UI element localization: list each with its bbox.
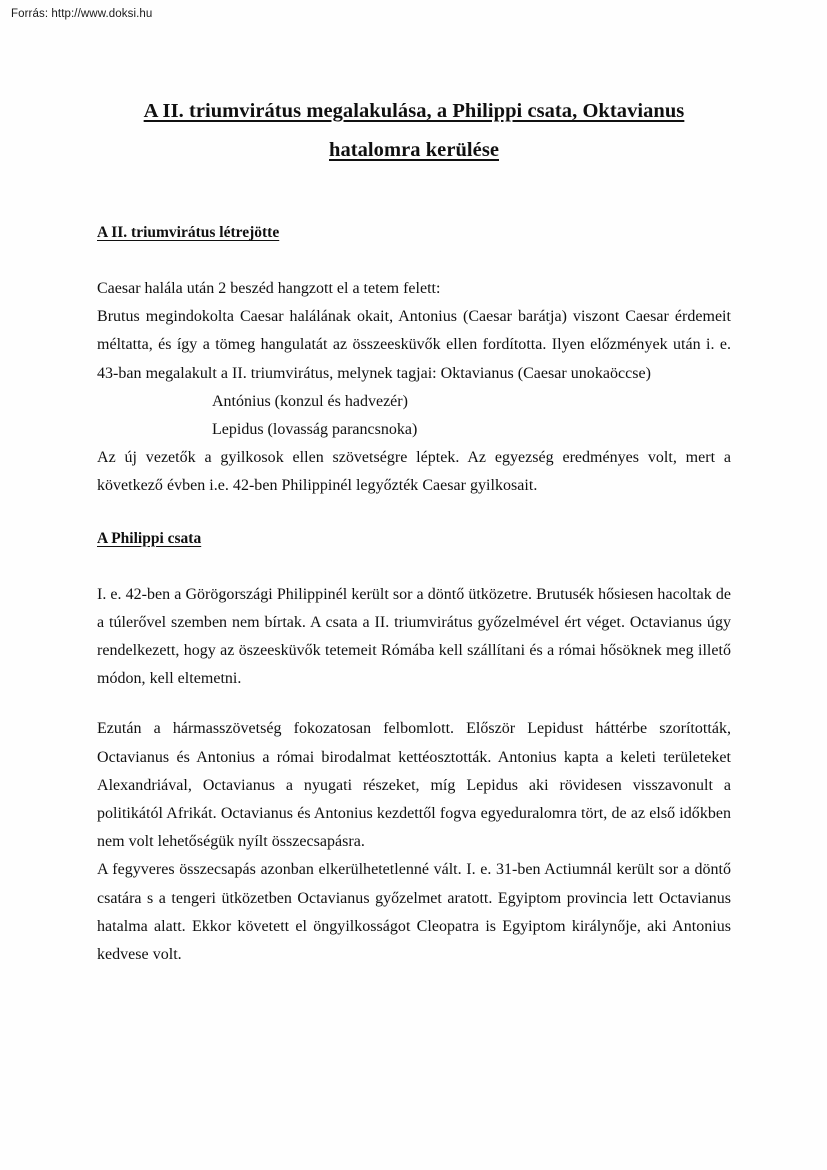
spacer [97,693,731,715]
paragraph-triumviratus-closing: Az új vezetők a gyilkosok ellen szövetségre léptek. Az egyezség eredményes volt, mert a következő évben i.e. 42-ben Philippinél legyőzték Caesar gyilkosait. [97,449,731,495]
document-body [97,0,731,969]
intro-line-beszed: Caesar halála után 2 beszéd hangzott el a tetem felett: [97,280,441,297]
spacer [97,170,731,223]
spacer [97,501,731,529]
member-line-antonius: Antónius (konzul és hadvezér) [212,392,408,410]
page-title-line-2: hatalomra kerülése [329,139,499,161]
page-title [97,0,731,170]
section-heading-philippi-block [97,529,731,549]
spacer [97,243,731,275]
page-title-line-1: A II. triumvirátus megalakulása, a Philippi csata, Oktavianus [143,100,685,122]
source-watermark: Forrás: http://www.doksi.hu [11,8,153,20]
spacer [97,549,731,581]
paragraph-triumvirate-collapse: Ezután a hármasszövetség fokozatosan felbomlott. Először Lepidust háttérbe szorították, Octavianus és Antonius a római birodalmat kettéosztották. Antonius kapta a keleti területeket Alexandriával, Octavianus a nyugati részeket, míg Lepidus aki rövidesen visszavonult a politikától Afrikát. Octavianus és Antonius kezdettől fogva egyeduralomra tört, de az első időkben nem volt lehetőségük nyílt összecsapásra. [97,720,731,851]
section-heading-triumviratus-block [97,223,731,243]
member-line-lepidus: Lepidus (lovasság parancsnoka) [212,421,418,439]
paragraph-philippi-battle: I. e. 42-ben a Görögországi Philippinél került sor a döntő ütközetre. Brutusék hősiesen hacoltak de a túlerővel szemben nem bírtak. A csata a II. triumvirátus győzelmével ért véget. Octavianus úgy rendelkezett, hogy az öszeesküvők tetemeit Rómába kell szállítani és a római hősöknek meg illető módon, kell eltemetni. [97,585,731,688]
paragraph-actium-cleopatra: A fegyveres összecsapás azonban elkerülhetetlenné vált. I. e. 31-ben Actiumnál került sor a döntő csatára s a tengeri ütközetben Octavianus győzelmet aratott. Egyiptom provincia lett Octavianus hatalma alatt. Ekkor követett el öngyilkosságot Cleopatra is Egyiptom királynője, aki Antonius kedvese volt. [97,861,731,964]
paragraph-triumviratus-formation: Brutus megindokolta Caesar halálának okait, Antonius (Caesar barátja) viszont Caesar érdemeit méltatta, és így a tömeg hangulatát az összeesküvők ellen fordította. Ilyen előzmények után i. e. 43-ban megalakult a II. triumvirátus, melynek tagjai: Oktavianus (Caesar unokaöccse) [97,308,731,382]
section-heading-philippi: A Philippi csata [97,529,202,547]
section-heading-triumviratus: A II. triumvirátus létrejötte [97,224,280,241]
